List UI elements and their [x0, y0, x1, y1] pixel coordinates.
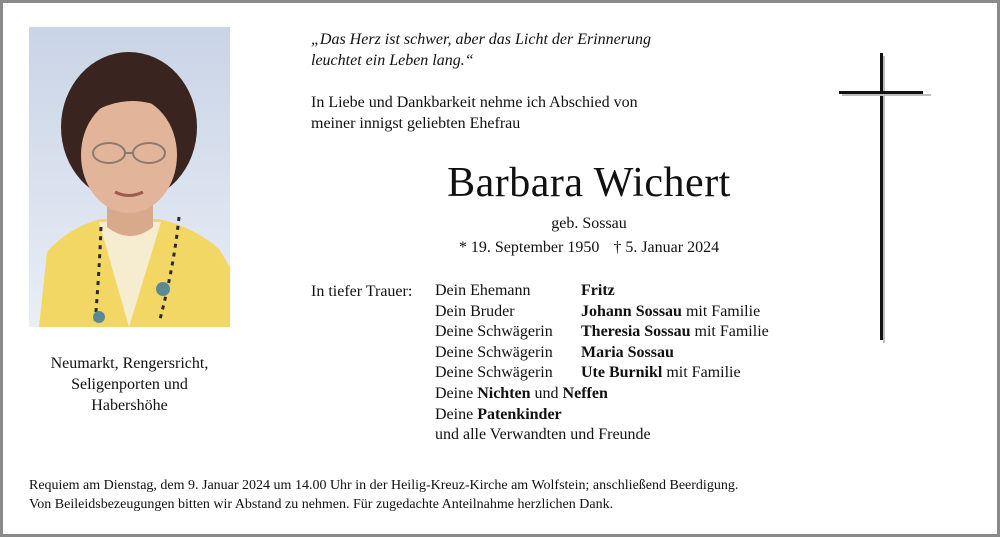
place-line: Seligenporten und	[71, 376, 188, 393]
mourner-row	[435, 343, 769, 364]
quote	[311, 29, 651, 71]
mourning-label: In tiefer Trauer:	[311, 283, 413, 300]
condolence-note: Von Beileidsbezeugungen bitten wir Abstand zu nehmen. Für zugedachte Anteilnahme herzlichen Dank.	[29, 497, 614, 512]
mourner-suffix: mit Familie	[685, 302, 761, 320]
mourner-name: Theresia Sossau	[581, 323, 691, 341]
place-line: Habershöhe	[91, 397, 168, 414]
mourner-suffix: mit Familie	[666, 364, 741, 382]
portrait-illustration	[29, 27, 230, 327]
relation: Deine Schwägerin	[435, 364, 553, 382]
mourner-name: Johann Sossau	[581, 302, 682, 320]
mourner-name: Ute Burnikl	[581, 364, 663, 382]
cross-icon	[839, 53, 934, 343]
deceased-name: Barbara Wichert	[447, 160, 731, 206]
mourner-row	[435, 281, 769, 302]
quote-line-1: „Das Herz ist schwer, aber das Licht der Erinnerung	[311, 31, 652, 48]
mourner-row	[435, 322, 769, 343]
nieces-label: Nichten	[477, 384, 531, 402]
mourner-suffix: mit Familie	[694, 323, 769, 341]
farewell-line-1: In Liebe und Dankbarkeit nehme ich Abschied von	[311, 94, 638, 111]
godchildren-label: Patenkinder	[477, 405, 562, 423]
mourner-row-nieces	[435, 384, 769, 405]
portrait-photo	[29, 27, 230, 327]
mourner-name: Maria Sossau	[581, 343, 674, 361]
farewell-line-2: meiner innigst geliebten Ehefrau	[311, 115, 521, 132]
relation: Dein Bruder	[435, 302, 515, 320]
mourner-name: Fritz	[581, 282, 615, 299]
mourners-list	[435, 281, 769, 446]
death-date: † 5. Januar 2024	[613, 239, 720, 256]
nieces-and: und	[534, 384, 559, 402]
relation: Deine Schwägerin	[435, 323, 553, 341]
nieces-prefix: Deine	[435, 384, 474, 402]
places	[29, 353, 230, 416]
farewell-text	[311, 92, 638, 134]
godchildren-prefix: Deine	[435, 405, 474, 423]
mourner-row	[435, 363, 769, 384]
birth-date: * 19. September 1950	[458, 239, 600, 256]
mourner-row-godchildren	[435, 405, 769, 426]
born-name: geb. Sossau	[551, 215, 627, 232]
quote-line-2: leuchtet ein Leben lang.“	[311, 52, 474, 69]
mourner-row	[435, 302, 769, 323]
nephews-label: Neffen	[562, 384, 608, 402]
place-line: Neumarkt, Rengersricht,	[50, 355, 209, 372]
relation: Dein Ehemann	[435, 282, 531, 299]
life-dates	[311, 237, 867, 258]
relation: Deine Schwägerin	[435, 343, 553, 361]
footer-notice	[29, 476, 738, 514]
requiem-info: Requiem am Dienstag, dem 9. Januar 2024 um 14.00 Uhr in der Heilig-Kreuz-Kirche am Wolfstein; anschließend Beerdigung.	[29, 478, 739, 493]
mourner-closing: und alle Verwandten und Freunde	[435, 426, 651, 444]
